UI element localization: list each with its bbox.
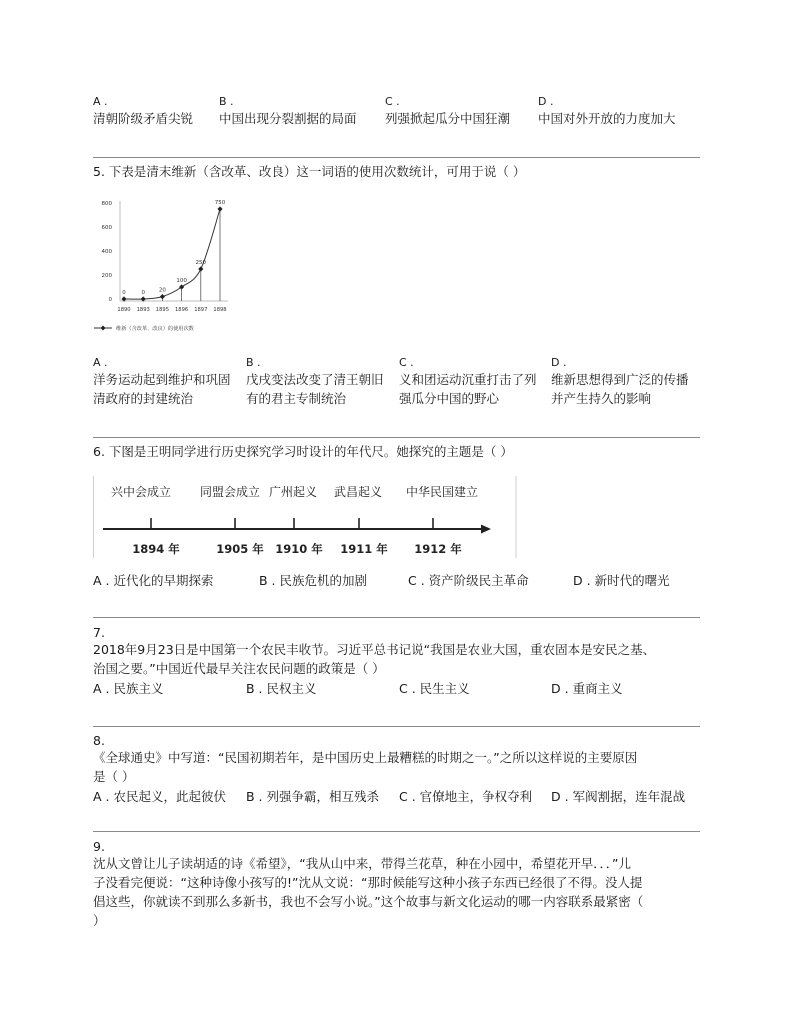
q6-option-c[interactable] (408, 571, 529, 590)
divider (93, 437, 700, 438)
q6-option-d[interactable] (573, 571, 670, 590)
timeline-event-label: 同盟会成立 (199, 485, 261, 499)
y-tick-label: 200 (101, 273, 112, 279)
option-text-line: 洋务运动起到维护和巩固 (93, 372, 231, 387)
timeline-event-label: 广州起义 (268, 485, 318, 499)
y-tick-label: 0 (108, 297, 112, 303)
series-line (124, 209, 220, 299)
data-label: 0 (141, 290, 145, 296)
timeline-event-label: 武昌起义 (333, 485, 383, 499)
q6-stem: 6. 下图是王明同学进行历史探究学习时设计的年代尺。她探究的主题是（ ） (93, 444, 513, 459)
x-tick-label: 1896 (174, 307, 189, 313)
legend-marker (101, 326, 106, 331)
option-text: 民族危机的加剧 (279, 573, 368, 588)
option-letter: B . (246, 681, 263, 696)
q6-option-b[interactable] (259, 571, 367, 590)
q7-option-a[interactable] (93, 679, 164, 698)
option-text: 重商主义 (572, 681, 623, 696)
x-tick-label: 1897 (194, 307, 208, 313)
data-point-marker (198, 266, 203, 271)
option-text-line: 清政府的封建统治 (93, 391, 194, 406)
q8-stem-line2: 是（ ） (93, 769, 135, 784)
q5-option-c[interactable] (399, 355, 537, 408)
q8-option-a[interactable] (93, 787, 226, 806)
data-label: 100 (176, 278, 187, 284)
x-tick-label: 1895 (155, 307, 170, 313)
option-letter: A . (93, 681, 110, 696)
q5-option-a[interactable] (93, 355, 231, 408)
option-letter: C . (399, 681, 416, 696)
timeline-year-label: 1911 年 (340, 542, 388, 556)
option-text-line: 戊戌变法改变了清王朝旧 (246, 372, 384, 387)
x-tick-label: 1898 (213, 307, 227, 313)
q8-option-c[interactable] (399, 787, 532, 806)
timeline-year-label: 1912 年 (414, 542, 462, 556)
option-letter: B . (219, 95, 234, 108)
option-text: 民族主义 (113, 681, 164, 696)
option-text: 民权主义 (266, 681, 317, 696)
timeline-arrow (481, 525, 491, 534)
option-letter: B . (259, 573, 276, 588)
option-letter: D . (551, 789, 569, 804)
divider (93, 157, 700, 158)
option-text: 军阀割据，连年混战 (572, 789, 686, 804)
option-letter: A . (93, 356, 108, 369)
divider (93, 726, 700, 727)
option-letter: A . (93, 789, 110, 804)
option-text: 清朝阶级矛盾尖锐 (93, 111, 194, 126)
q8-number: 8. (93, 733, 105, 748)
option-letter: A . (93, 573, 110, 588)
option-text: 民生主义 (419, 681, 470, 696)
q6-timeline (93, 474, 517, 560)
x-tick-label: 1893 (136, 307, 150, 313)
option-text: 官僚地主，争权夺利 (419, 789, 533, 804)
q6-option-a[interactable] (93, 571, 214, 590)
option-letter: C . (399, 356, 414, 369)
data-label: 20 (158, 287, 166, 294)
timeline-event-label: 中华民国建立 (405, 485, 479, 499)
option-letter: D . (573, 573, 591, 588)
divider (93, 617, 700, 618)
option-text: 中国出现分裂割据的局面 (219, 111, 357, 126)
q7-option-b[interactable] (246, 679, 317, 698)
q5-option-d[interactable] (551, 355, 689, 408)
data-point-marker (160, 294, 165, 299)
divider (93, 831, 700, 832)
timeline-year-label: 1894 年 (132, 542, 180, 556)
option-letter: B . (246, 356, 261, 369)
option-text: 新时代的曙光 (594, 573, 670, 588)
option-text: 中国对外开放的力度加大 (538, 111, 676, 126)
option-text: 农民起义，此起彼伏 (113, 789, 226, 804)
timeline-year-label: 1905 年 (216, 542, 264, 556)
option-text-line: 强瓜分中国的野心 (399, 391, 500, 406)
option-letter: A . (93, 95, 108, 108)
q4-option-c[interactable] (385, 94, 510, 128)
y-tick-label: 800 (101, 201, 112, 207)
q9-number: 9. (93, 839, 105, 854)
option-text: 近代化的早期探索 (113, 573, 214, 588)
option-letter: C . (399, 789, 416, 804)
option-text-line: 并产生持久的影响 (551, 391, 652, 406)
q4-option-b[interactable] (219, 94, 357, 128)
option-letter: B . (246, 789, 263, 804)
option-text-line: 义和团运动沉重打击了列 (399, 372, 537, 387)
q8-option-b[interactable] (246, 787, 379, 806)
option-letter: C . (385, 95, 400, 108)
data-label: 250 (195, 260, 207, 266)
option-letter: D . (538, 95, 554, 108)
option-text: 资产阶级民主革命 (428, 573, 529, 588)
q9-stem-line4: ） (93, 913, 106, 928)
q4-option-a[interactable] (93, 94, 193, 128)
q8-stem-line1: 《全球通史》中写道：“民国初期若年，是中国历史上最糟糕的时期之一。”之所以这样说的主要原因 (93, 750, 638, 765)
option-text: 列强掀起瓜分中国狂潮 (385, 111, 511, 126)
q7-option-c[interactable] (399, 679, 470, 698)
y-tick-label: 600 (101, 225, 112, 231)
timeline-event-label: 兴中会成立 (110, 485, 172, 499)
q9-stem-line3: 倡这些，你就读不到那么多新书，我也不会写小说。”这个故事与新文化运动的哪一内容联系最紧密（ (93, 894, 644, 909)
q7-stem-line1: 2018年9月23日是中国第一个农民丰收节。习近平总书记说“我国是农业大国，重农固本是安民之基、 (93, 642, 656, 657)
data-label: 0 (122, 290, 126, 296)
option-text-line: 维新思想得到广泛的传播 (551, 372, 689, 387)
option-letter: D . (551, 681, 569, 696)
data-point-marker (217, 206, 222, 211)
option-text-line: 有的君主专制统治 (246, 391, 347, 406)
q7-stem-line2: 治国之要。”中国近代最早关注农民问题的政策是（ ） (93, 661, 385, 676)
option-letter: D . (551, 356, 567, 369)
q5-line-chart (90, 196, 240, 338)
option-letter: C . (408, 573, 425, 588)
q8-option-d[interactable] (551, 787, 685, 806)
q5-option-b[interactable] (246, 355, 384, 408)
q7-number: 7. (93, 625, 105, 640)
y-tick-label: 400 (101, 249, 112, 255)
legend-label: 维新（含改革、改良）的使用次数 (116, 326, 194, 332)
option-text: 列强争霸，相互残杀 (266, 789, 380, 804)
q5-stem: 5. 下表是清末维新（含改革、改良）这一词语的使用次数统计，可用于说（ ） (93, 164, 526, 179)
q7-option-d[interactable] (551, 679, 623, 698)
timeline-year-label: 1910 年 (275, 542, 323, 556)
q9-stem-line1: 沈从文曾让儿子读胡适的诗《希望》，“我从山中来，带得兰花草，种在小园中，希望花开早．．．”儿 (93, 856, 631, 871)
q9-stem-line2: 子没看完便说：“这种诗像小孩写的!”沈从文说：“那时候能写这种小孩子东西已经很了不得。没人提 (93, 875, 643, 890)
data-label: 750 (214, 200, 226, 206)
x-tick-label: 1890 (117, 307, 131, 313)
q4-option-d[interactable] (538, 94, 676, 128)
